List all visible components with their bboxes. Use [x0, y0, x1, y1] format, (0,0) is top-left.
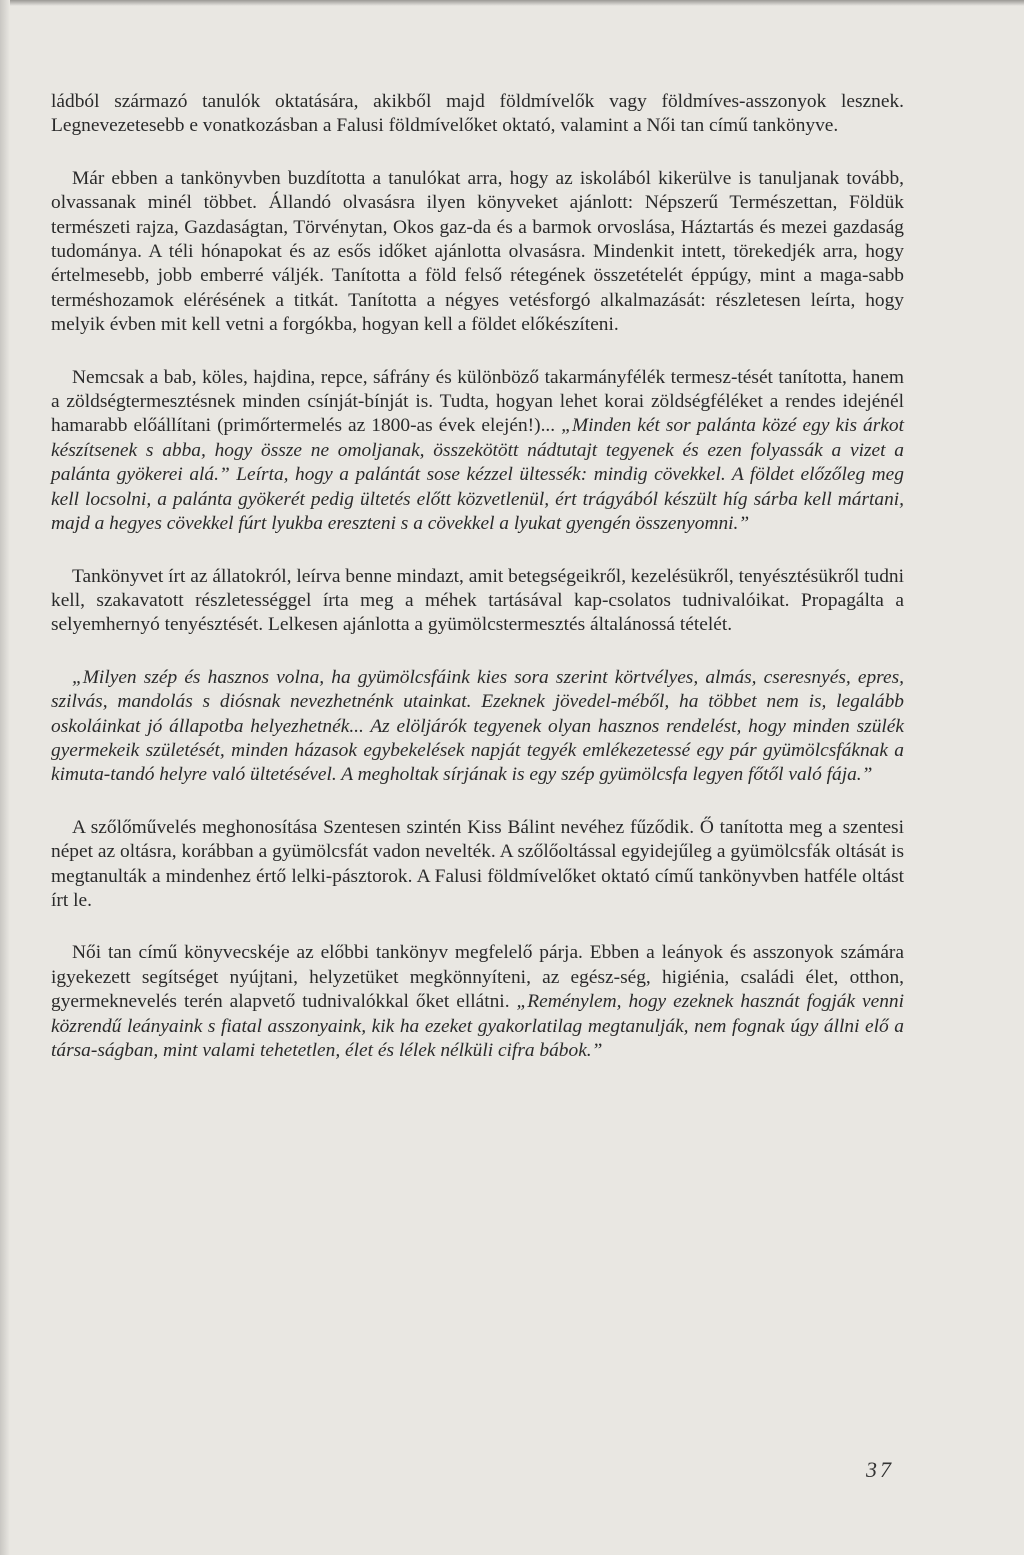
- paragraph-7: [51, 941, 904, 1063]
- paragraph-3-text: Nemcsak a bab, köles, hajdina, repce, sáfrány és különböző takarmányfélék termesz-tését tanította, hanem a zöldségtermesztésnek minden csínját-bínját is. Tudta, hogyan lehet korai zöldségféléket a rendes idejénél hamarabb előállítani (primőrtermelés az 1800-as évek elején!)...: [51, 366, 904, 437]
- page-top-edge: [0, 0, 1024, 6]
- paragraph-1-text: ládból származó tanulók oktatására, akikből majd földmívelők vagy földmíves-asszonyok lesznek. Legnevezetesebb e vonatkozásban a Falusi földmívelőket oktató, valamint a Női tan című tankönyve.: [51, 91, 904, 137]
- paragraph-6: [51, 816, 904, 914]
- paragraph-6-text: A szőlőművelés meghonosítása Szentesen szintén Kiss Bálint nevéhez fűződik. Ő tanította meg a szentesi népet az oltásra, korábban a gyümölcsfát vadon nevelték. A szőlőoltással egyidejűleg a gyümölcsfák oltását is megtanulták a mindenhez értő lelki-pásztorok. A Falusi földmívelőket oktató című tankönyvben hatféle oltást írt le.: [51, 816, 904, 911]
- page-number: 37: [866, 1457, 894, 1482]
- paragraph-4: [51, 565, 904, 638]
- paragraph-7-text: Női tan című könyvecskéje az előbbi tankönyv megfelelő párja. Ebben a leányok és asszonyok számára igyekezett segítséget nyújtani, helyzetüket megkönnyíteni, az egész-ség, higiénia, családi élet, otthon, gyermeknevelés terén alapvető tudnivalókkal őket ellátni.: [51, 942, 904, 1013]
- paragraph-2: [51, 167, 904, 338]
- paragraph-5-quote: [51, 666, 904, 788]
- paragraph-2-text: Már ebben a tankönyvben buzdította a tanulókat arra, hogy az iskolából kikerülve is tanuljanak tovább, olvassanak minél többet. Állandó olvasásra ilyen könyveket ajánlott: Népszerű Természettan, Földük természeti rajza, Gazdaságtan, Törvénytan, Okos gaz-da és a barmok orvoslása, Háztartás és mezei gazdaság tudománya. A téli hónapokat és az esős időket ajánlotta olvasásra. Mindenkit intett, törekedjék arra, hogy értelmesebb, jobb emberré váljék. Tanította a föld felső rétegének összetételét éppúgy, mint a maga-sabb terméshozamok elérésének a titkát. Tanította a négyes vetésforgó alkalmazását: részletesen leírta, hogy melyik évben mit kell vetni a forgókba, hogyan kell a földet előkészíteni.: [51, 167, 904, 336]
- paragraph-4-text: Tankönyvet írt az állatokról, leírva benne mindazt, amit betegségeikről, kezelésükről, tenyésztésükről tudni kell, szakavatott részletességgel írta meg a méhek tartásával kap-csolatos tudnivalóikat. Propagálta a selyemhernyó tenyésztését. Lelkesen ajánlotta a gyümölcstermesztés általánossá tételét.: [51, 565, 904, 636]
- paragraph-7-quote: „Reménylem, hogy ezeknek hasznát fogják venni közrendű leányaink s fiatal asszonyaink, kik ha ezeket gyakorlatilag megtanulják, nem fognak úgy állni elő a társa-ságban, mint valami tehetetlen, élet és lélek nélküli cifra bábok.”: [51, 991, 904, 1061]
- paragraph-5-text: „Milyen szép és hasznos volna, ha gyümölcsfáink kies sora szerint körtvélyes, almás, cseresnyés, epres, szilvás, mandolás s diósnak nevezhetnénk utainkat. Ezeknek jövedel-méből, ha többet nem is, legalább oskoláinkat jó állapotba helyezhetnék... Az elöljárók tegyenek olyan hasznos rendelést, hogy minden szülék gyermekeik születését, minden házasok egybekelések napját tegyék emlékezetessé egy pár gyümölcsfáknak a kimuta-tandó helyre való ültetésével. A megholtak sírjának is egy szép gyümölcsfa legyen főtől való fája.”: [51, 666, 904, 786]
- page-left-edge: [0, 0, 10, 1555]
- paragraph-3: [51, 366, 904, 537]
- paragraph-3-quote: „Minden két sor palánta közé egy kis árkot készítsenek s abba, hogy össze ne omoljanak, összekötött nádtutajt tegyenek és ezen folyassák a vizet a palánta gyökerei alá.” Leírta, hogy a palántát sose kézzel ültessék: mindig cövekkel. A földet előzőleg meg kell locsolni, a palánta gyökerét pedig ültetés előtt közvetlenül, ért trágyából készült híg sárba kell mártani, majd a hegyes cövekkel fúrt lyukba ereszteni s a cövekkel a lyukat gyengén összenyomni.”: [51, 415, 904, 535]
- paragraph-1: [51, 90, 904, 139]
- body-text: [51, 90, 904, 1091]
